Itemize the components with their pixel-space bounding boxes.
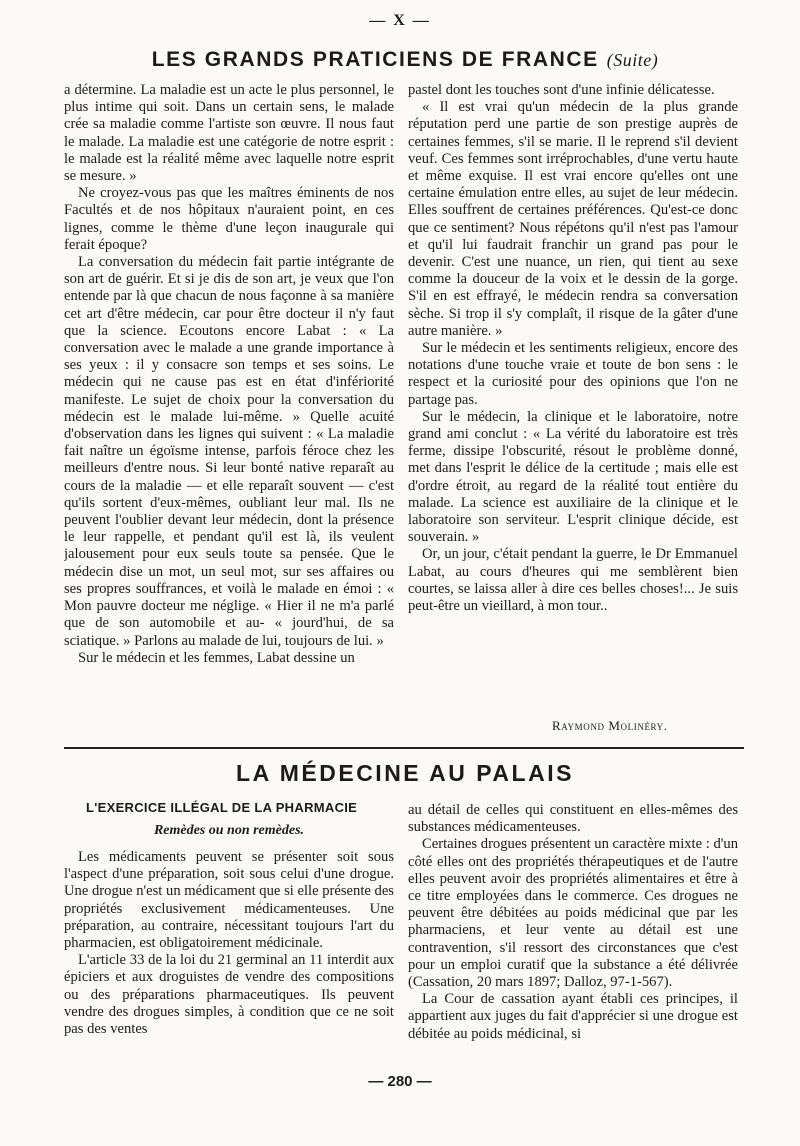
section-title: LES GRANDS PRATICIENS DE FRANCE (151, 48, 599, 71)
paragraph: Or, un jour, c'était pendant la guerre, le Dr Emmanuel Labat, au cours d'heures qui me semblèrent bien courtes, se laissa aller à dire ces belles choses!... Je suis peut-être un vieillard, à mon tour.. (408, 546, 738, 615)
section-suffix: (Suite) (606, 50, 659, 70)
section-heading (60, 48, 750, 72)
paragraph: a détermine. La maladie est un acte le plus personnel, le plus intime qui soit. Dans un certain sens, le malade crée sa maladie comme l'artiste son œuvre. Il nous faut le malade. La maladie est une catégorie de notre esprit : le malade est la réalité même avec laquelle notre esprit se mesure. » (64, 82, 394, 185)
paragraph: Les médicaments peuvent se présenter soit sous l'aspect d'une préparation, soit sous celui d'une drogue. Une drogue n'est un médicament que si elle présente des propriétés exclusivement médicamenteuses. Une préparation, au contraire, nécessitant toujours l'art du pharmacien, est obligatoirement médicinale. (64, 849, 394, 952)
paragraph: La conversation du médecin fait partie intégrante de son art de guérir. Et si je dis de son art, je veux que l'on entende par là que chacun de nous façonne à sa manière cet art d'être médecin, car pour être docteur il n'y faut que la science. Ecoutons encore Labat : « La conversation avec le malade a une grande importance à ses yeux : il y consacre son temps et ses soins. Le médecin qui ne cause pas est en état d'infériorité manifeste. Le sujet de choix pour la conversation du médecin est le malade lui-même. » Quelle acuité d'observation dans les lignes qui suivent : « La maladie fait naître un égoïsme intense, parfois féroce chez les meilleurs d'entre nous. Si leur bonté native reparaît au cours de la maladie — et elle reparaît souvent — c'est qu'ils sortent d'eux-mêmes, oubliant leur mal. Ils ne peuvent l'oublier devant leur médecin, dont la présence le leur rappelle, et pendant qu'il est là, ils veulent jalousement pour eux seuls toute sa pensée. Que le médecin dise un mot, un seul mot, sur ses affaires ou ses propres souffrances, et voilà le malade en émoi : « Mon pauvre docteur me néglige. « Hier il ne m'a parlé que de son automobile et au- « jourd'hui, de sa sciatique. » Parlons au malade de lui, toujours de lui. » (64, 254, 394, 649)
author-signature: Raymond Molinéry. (552, 718, 668, 733)
paragraph: Certaines drogues présentent un caractère mixte : d'un côté elles ont des propriétés thérapeutiques et de l'autre elles peuvent avoir des propriétés alimentaires et être à ce titre employées dans le commerce. Ces drogues ne peuvent être débitées au poids médicinal que par les pharmaciens, et leur vente au détail est une contravention, s'il ressort des circonstances que c'est pour un emploi curatif que la substance a été délivrée (Cassation, 20 mars 1897; Dalloz, 97-1-567). (408, 836, 738, 991)
article2-subsubtitle: Remèdes ou non remèdes. (153, 823, 305, 838)
paragraph: au détail de celles qui constituent en elles-mêmes des substances médicamenteuses. (408, 802, 738, 836)
article1-left-column (64, 82, 394, 732)
paragraph: pastel dont les touches sont d'une infinie délicatesse. (408, 82, 715, 98)
bottom-page-number: — 280 — (368, 1073, 432, 1090)
paragraph: Sur le médecin et les sentiments religieux, encore des notations d'une touche vraie et toute de bon sens : le respect et la curiosité pour des opinions que l'on ne partage pas. (408, 340, 738, 408)
paragraph: La Cour de cassation ayant établi ces principes, il appartient aux juges du fait d'apprécier si une drogue est débitée au poids médicinal, si (408, 991, 738, 1042)
paragraph: Sur le médecin et les femmes, Labat dessine un (78, 649, 355, 666)
article2-subtitle: L'EXERCICE ILLÉGAL DE LA PHARMACIE (86, 800, 358, 815)
paragraph: L'article 33 de la loi du 21 germinal an 11 interdit aux épiciers et aux droguistes de vendre des compositions ou des préparations pharmaceutiques. Ils peuvent vendre des drogues simples, à condition que ce ne soit pas des ventes (64, 952, 394, 1038)
top-page-number: — X — (369, 12, 431, 29)
article2-title: LA MÉDECINE AU PALAIS (236, 760, 574, 786)
paragraph: Sur le médecin, la clinique et le laboratoire, notre grand ami conclut : « La vérité du laboratoire est très ferme, dissipe l'obscurité, résout le problème donné, met dans l'esprit le délice de la certitude ; mais elle est d'ordre étroit, au regard de la réalité tout entière du malade. La science est auxiliaire de la clinique et le laboratoire son serviteur. L'esprit clinique décide, est souverain. » (408, 408, 738, 546)
paragraph: « Il est vrai qu'un médecin de la plus grande réputation perd une partie de son prestige auprès de certaines femmes, s'il se marie. Il le reprend s'il devient veuf. Ces femmes sont irréprochables, d'une vertu haute et même exquise. Il est vrai encore qu'elles ont une certaine émulation entre elles, au sujet de leur médecin. Elles souffrent de certaines préférences. Qu'est-ce donc que ce sentiment? Nous répétons qu'il n'est pas l'amour et qu'il lui faudrait franchir un grand pas pour le devenir. C'est une nuance, un rien, qui tient au sexe comme la douceur de la voix et le dessin de la gorge. S'il en est effrayé, le médecin rendra sa conversation sèche. Si trop il s'y complaît, il risque de la gâter d'une autre manière. » (408, 99, 738, 339)
article1-right-column (408, 82, 738, 732)
article2-left-column (64, 849, 394, 1055)
section-divider (64, 747, 744, 749)
paragraph: Ne croyez-vous pas que les maîtres éminents de nos Facultés et de nos hôpitaux n'auraient point, en ces lignes, comme le thème d'une leçon inaugurale qui ferait époque? (64, 185, 394, 253)
article2-right-column (408, 802, 738, 1056)
